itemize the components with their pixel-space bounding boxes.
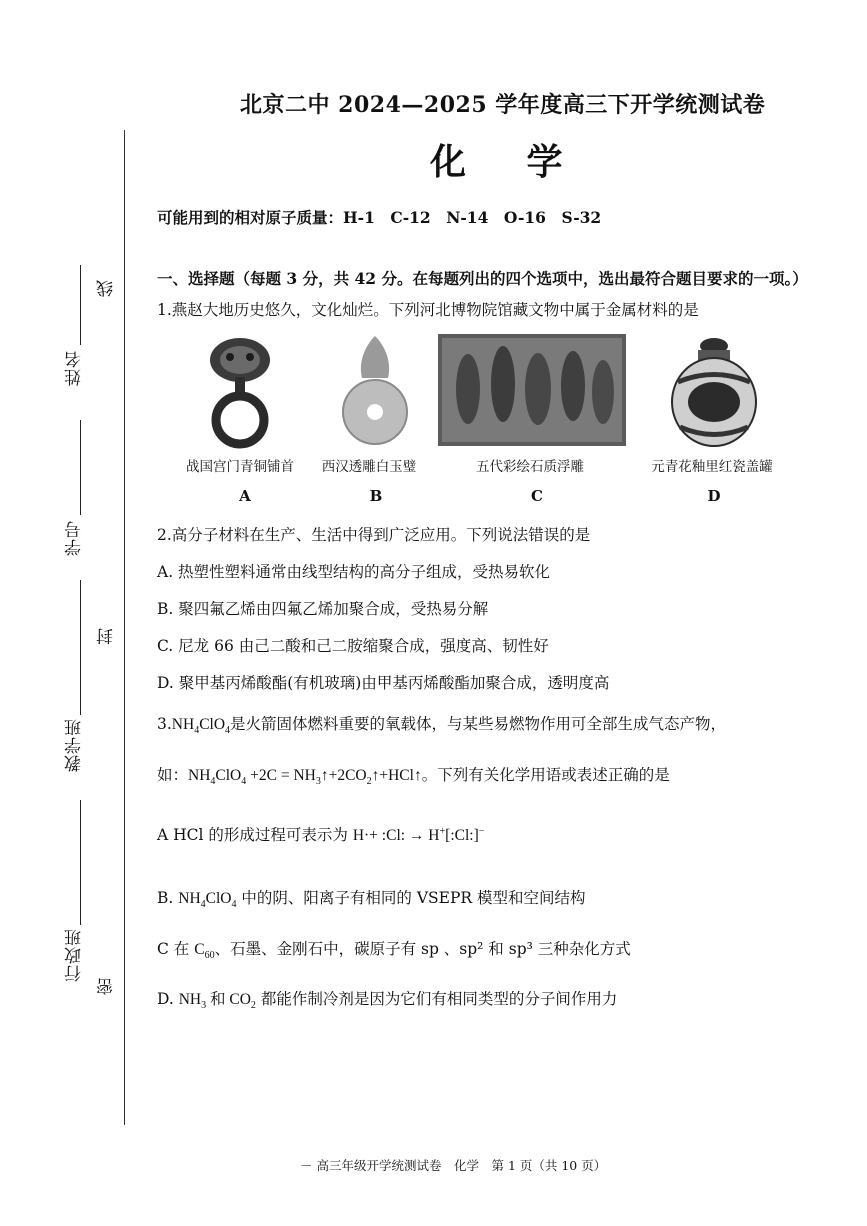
jade-bi-image — [340, 332, 410, 450]
q1-option-a-letter: A — [239, 487, 251, 505]
q1-option-c-letter: C — [531, 487, 543, 505]
q3-option-a-lewis: H·+ :Cl: → H+[:Cl:]− — [352, 825, 485, 844]
stone-relief-image — [438, 334, 626, 446]
q3-equation-line — [157, 763, 670, 787]
teaching-class-label: 教学班 — [65, 718, 85, 772]
admin-class-label: 行政班 — [65, 928, 85, 982]
q3-number: 3. — [157, 715, 172, 733]
q1-option-b-letter: B — [369, 487, 383, 505]
q2-option-c: C. 尼龙 66 由己二酸和己二胺缩聚合成，强度高、韧性好 — [157, 637, 549, 655]
q2-stem: 2.高分子材料在生产、生活中得到广泛应用。下列说法错误的是 — [157, 526, 591, 544]
porcelain-jar-image — [668, 332, 760, 450]
atomic-masses: 可能用到的相对原子质量：H-1 C-12 N-14 O-16 S-32 — [157, 208, 602, 227]
binding-margin-line — [124, 130, 125, 1125]
section-heading: 一、选择题（每题 3 分，共 42 分。在每题列出的四个选项中，选出最符合题目要求的一项。） — [157, 269, 808, 288]
teaching-class-blank-line — [80, 580, 81, 715]
q1-stem: 1.燕赵大地历史悠久，文化灿烂。下列河北博物院馆藏文物中属于金属材料的是 — [157, 301, 699, 319]
q3-option-c-pre: C 在 — [157, 940, 195, 958]
q3-option-b-text: 中的阴、阳离子有相同的 VSEPR 模型和空间结构 — [236, 889, 586, 907]
q3-option-b — [157, 886, 586, 910]
q1-option-d-letter: D — [707, 487, 721, 505]
binding-mark-line: 线 — [97, 280, 117, 297]
q1-option-c-caption: 五代彩绘石质浮雕 — [476, 459, 584, 475]
q3-option-d-text: 都能作制冷剂是因为它们有相同类型的分子间作用力 — [255, 990, 618, 1008]
q3-formula-nh4clo4: $NH_4ClO_4$ — [171, 716, 231, 737]
student-no-blank-line — [80, 420, 81, 515]
q3-stem-text: 是火箭固体燃料重要的氧载体，与某些易燃物作用可全部生成气态产物， — [230, 715, 727, 733]
q3-option-c-text: 、石墨、金刚石中，碳原子有 sp 、sp² 和 sp³ 三种杂化方式 — [214, 940, 631, 958]
q2-option-d: D. 聚甲基丙烯酸酯(有机玻璃)由甲基丙烯酸酯加聚合成，透明度高 — [157, 674, 610, 692]
q2-option-b: B. 聚四氟乙烯由四氟乙烯加聚合成，受热易分解 — [157, 600, 489, 618]
binding-mark-secret: 密 — [97, 978, 117, 995]
binding-mark-seal: 封 — [97, 628, 117, 645]
exam-title: 北京二中 2024—2025 学年度高三下开学统测试卷 — [240, 92, 766, 118]
name-label: 姓名 — [65, 350, 85, 386]
q3-option-a-text: A HCl 的形成过程可表示为 — [157, 826, 348, 844]
q3-option-b-formula: $NH_4ClO_4$ — [178, 890, 237, 911]
q2-option-a: A. 热塑性塑料通常由线型结构的高分子组成，受热易软化 — [157, 563, 551, 581]
q3-option-d — [157, 987, 617, 1011]
bronze-knocker-image — [200, 332, 280, 450]
q3-stem — [157, 712, 726, 736]
q3-eq-suffix: 。下列有关化学用语或表述正确的是 — [421, 766, 670, 784]
q1-option-d-caption: 元青花釉里红瓷盖罐 — [651, 459, 773, 475]
q3-option-d-pre: D. — [157, 990, 179, 1008]
q3-option-c — [157, 937, 631, 961]
q3-option-a — [157, 823, 484, 845]
name-blank-line — [80, 265, 81, 345]
q1-option-a-caption: 战国宫门青铜铺首 — [186, 459, 294, 475]
q3-eq-prefix: 如： — [157, 766, 189, 784]
q3-equation: $NH_4ClO_4 +2C$ = $NH_3↑+2CO_2↑+HCl↑$ — [188, 767, 422, 788]
admin-class-blank-line — [80, 800, 81, 925]
q3-option-d-formula: $NH_3$ 和 $CO_2$ — [178, 991, 256, 1012]
q3-option-b-pre: B. — [157, 889, 179, 907]
q3-option-c-formula: $C_{60}$ — [194, 941, 215, 962]
student-no-label: 学号 — [65, 520, 85, 556]
subject-title: 化 学 — [430, 141, 587, 183]
page-footer: － 高三年级开学统测试卷 化学 第 1 页（共 10 页） — [300, 1158, 607, 1173]
q1-option-b-caption: 西汉透雕白玉璧 — [321, 459, 417, 475]
